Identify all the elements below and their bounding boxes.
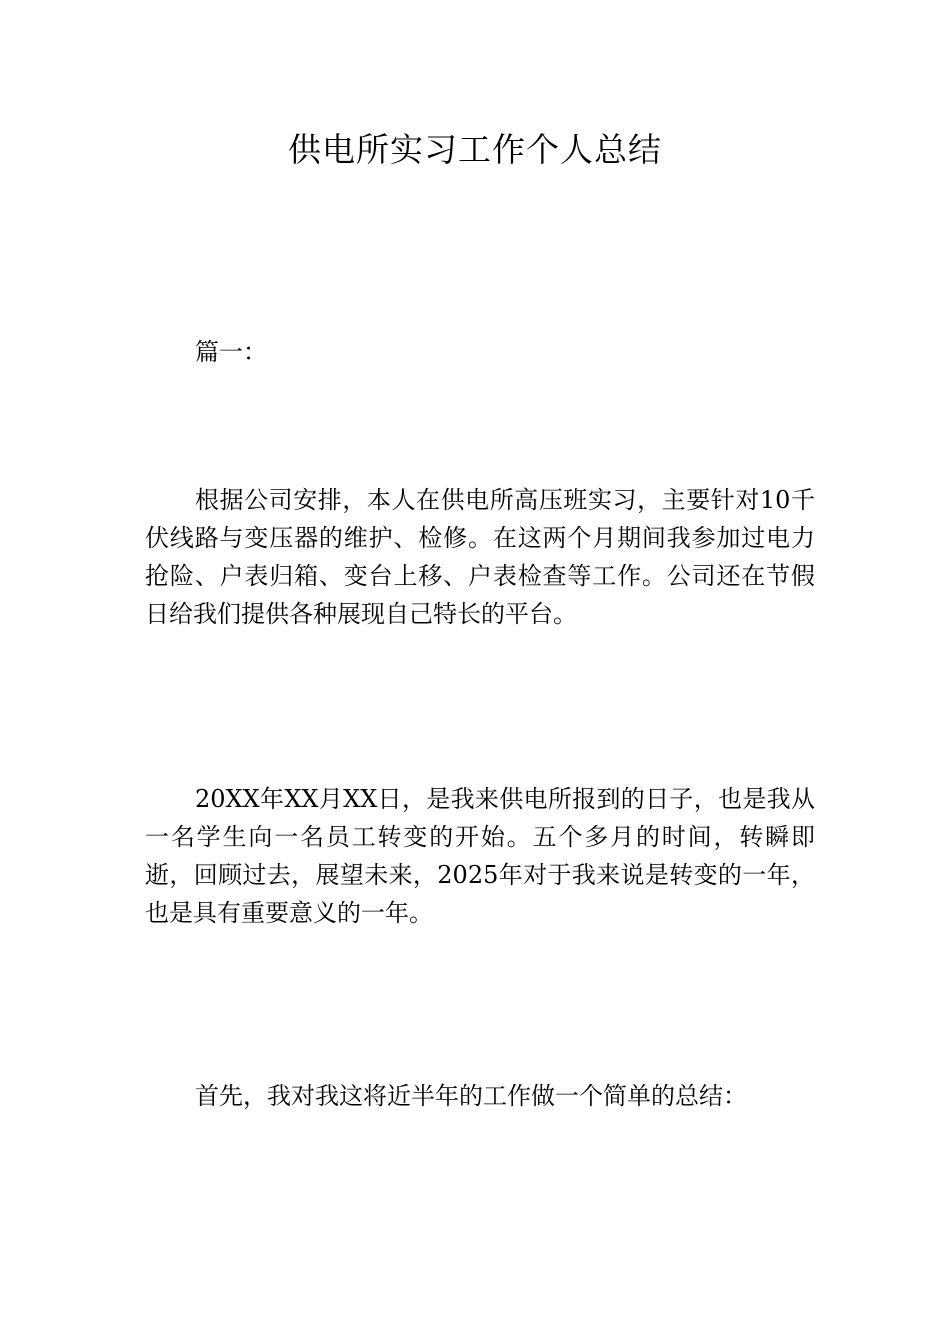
paragraph-3: 首先，我对我这将近半年的工作做一个简单的总结： — [195, 1082, 747, 1110]
document-title: 供电所实习工作个人总结 — [288, 130, 662, 169]
paragraph-1: 根据公司安排，本人在供电所高压班实习，主要针对10千伏线路与变压器的维护、检修。在这两个月期间我参加过电力抢险、户表归箱、变台上移、户表检查等工作。公司还在节假日给我们提供各种展现自己特长的平台。 — [145, 486, 815, 628]
paragraph-2: 20XX年XX月XX日，是我来供电所报到的日子，也是我从一名学生向一名员工转变的开始。五个多月的时间，转瞬即逝，回顾过去，展望未来，2025年对于我来说是转变的一年，也是具有重要意义的一年。 — [145, 785, 815, 927]
section-heading: 篇一： — [195, 338, 267, 366]
